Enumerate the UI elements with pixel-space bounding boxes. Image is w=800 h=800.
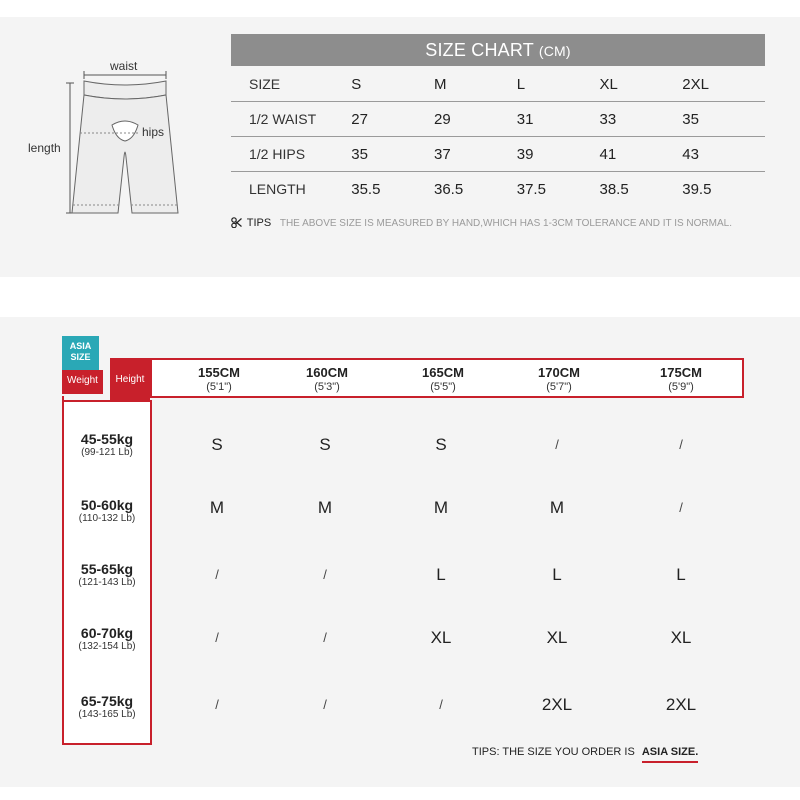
waist-label: waist (110, 59, 138, 73)
height-ft: (5'1") (206, 381, 232, 393)
size-cell: 2XL (665, 695, 697, 714)
size-cell: XL (670, 628, 692, 647)
size-cell: / (323, 697, 327, 712)
table-cell: 27 (351, 102, 434, 137)
tip-highlight: ASIA SIZE. (642, 746, 698, 763)
shorts-diagram (0, 17, 200, 277)
size-cell: / (215, 567, 219, 582)
size-cell: S (211, 435, 223, 454)
size-cell: M (317, 498, 333, 517)
table-cell: 37.5 (516, 180, 546, 198)
weight-cell (64, 432, 150, 460)
size-cell: L (552, 565, 562, 584)
size-table (231, 67, 765, 206)
table-cell: 37 (434, 137, 517, 172)
badge-line1: ASIA (69, 341, 92, 351)
size-cell: / (679, 500, 683, 515)
weight-lb: (110-132 Lb) (78, 513, 136, 524)
size-cell: / (555, 437, 559, 452)
table-cell: 38.5 (599, 180, 629, 198)
table-cell: 39.5 (682, 180, 712, 198)
table-cell: 35 (682, 102, 765, 137)
height-row (150, 358, 744, 398)
height-cell (282, 366, 372, 394)
asia-size-badge (62, 336, 99, 370)
size-chart-unit: (CM) (538, 43, 571, 59)
weight-cell (64, 626, 150, 654)
table-cell: 39 (517, 137, 600, 172)
size-cell: XL (546, 628, 568, 647)
table-cell: 35.5 (351, 180, 381, 198)
table-row (231, 67, 765, 102)
row-label: 1/2 WAIST (231, 102, 351, 137)
size-cell: XL (430, 628, 452, 647)
row-label: LENGTH (249, 181, 306, 197)
table-cell: 36.5 (433, 180, 464, 198)
height-cell (174, 366, 264, 394)
row-label: 1/2 HIPS (231, 137, 351, 172)
height-cm: 155CM (198, 365, 240, 380)
weight-kg: 55-65kg (80, 561, 134, 577)
height-cm: 175CM (660, 365, 702, 380)
height-ft: (5'3") (314, 381, 340, 393)
weight-kg: 45-55kg (80, 431, 134, 447)
table-cell: M (434, 67, 517, 102)
table-cell: 31 (517, 102, 600, 137)
table-cell: 41 (599, 137, 682, 172)
hips-label: hips (142, 125, 165, 139)
table-cell: 2XL (682, 67, 765, 102)
tips-icon (231, 217, 242, 228)
height-ft: (5'9") (668, 381, 694, 393)
size-cell: S (319, 435, 331, 454)
tips-text: THE ABOVE SIZE IS MEASURED BY HAND,WHICH HAS 1-3CM TOLERANCE AND IT IS NORMAL. (279, 218, 732, 229)
height-cell (398, 366, 488, 394)
height-ft: (5'7") (546, 381, 572, 393)
tips-label: TIPS (246, 217, 272, 229)
weight-header: Weight (62, 370, 103, 394)
size-cell: L (676, 565, 686, 584)
table-row (231, 102, 765, 137)
size-cell: / (679, 437, 683, 452)
table-cell: XL (599, 67, 682, 102)
size-cell: / (215, 697, 219, 712)
table-row (231, 137, 765, 172)
size-cell: 2XL (541, 695, 573, 714)
height-ft: (5'5") (430, 381, 456, 393)
weight-cell (64, 562, 150, 590)
weight-column (62, 400, 152, 745)
table-cell: 33 (599, 102, 682, 137)
size-cell: M (433, 498, 449, 517)
height-cm: 165CM (422, 365, 464, 380)
size-cell: M (549, 498, 565, 517)
weight-cell (64, 498, 150, 526)
measurement-tips (231, 217, 732, 229)
size-chart-header (231, 34, 765, 66)
table-cell: 43 (682, 137, 765, 172)
weight-lb: (99-121 Lb) (81, 447, 133, 458)
weight-kg: 50-60kg (80, 497, 134, 513)
size-cell: M (209, 498, 225, 517)
height-cell (514, 366, 604, 394)
height-cm: 160CM (306, 365, 348, 380)
weight-kg: 60-70kg (80, 625, 134, 641)
height-cm: 170CM (538, 365, 580, 380)
tip-text: TIPS: THE SIZE YOU ORDER IS (472, 746, 635, 758)
length-label: length (28, 141, 61, 155)
size-cell: / (323, 567, 327, 582)
weight-lb: (132-154 Lb) (78, 641, 136, 652)
height-header: Height (110, 358, 150, 400)
badge-line2: SIZE (70, 352, 91, 362)
row-label: SIZE (231, 67, 351, 102)
size-cell: / (439, 697, 443, 712)
size-chart-title: SIZE CHART (425, 40, 534, 60)
asia-size-tip (472, 746, 698, 758)
size-cell: / (215, 630, 219, 645)
weight-kg: 65-75kg (80, 693, 134, 709)
weight-lb: (143-165 Lb) (78, 709, 136, 720)
size-cell: / (323, 630, 327, 645)
table-cell: 29 (434, 102, 517, 137)
size-cell: L (436, 565, 446, 584)
table-row (231, 172, 765, 207)
size-cell: S (435, 435, 447, 454)
height-cell (636, 366, 726, 394)
table-cell: L (517, 67, 600, 102)
weight-lb: (121-143 Lb) (78, 577, 136, 588)
weight-cell (64, 694, 150, 722)
table-cell: 35 (351, 137, 434, 172)
table-cell: S (351, 67, 434, 102)
